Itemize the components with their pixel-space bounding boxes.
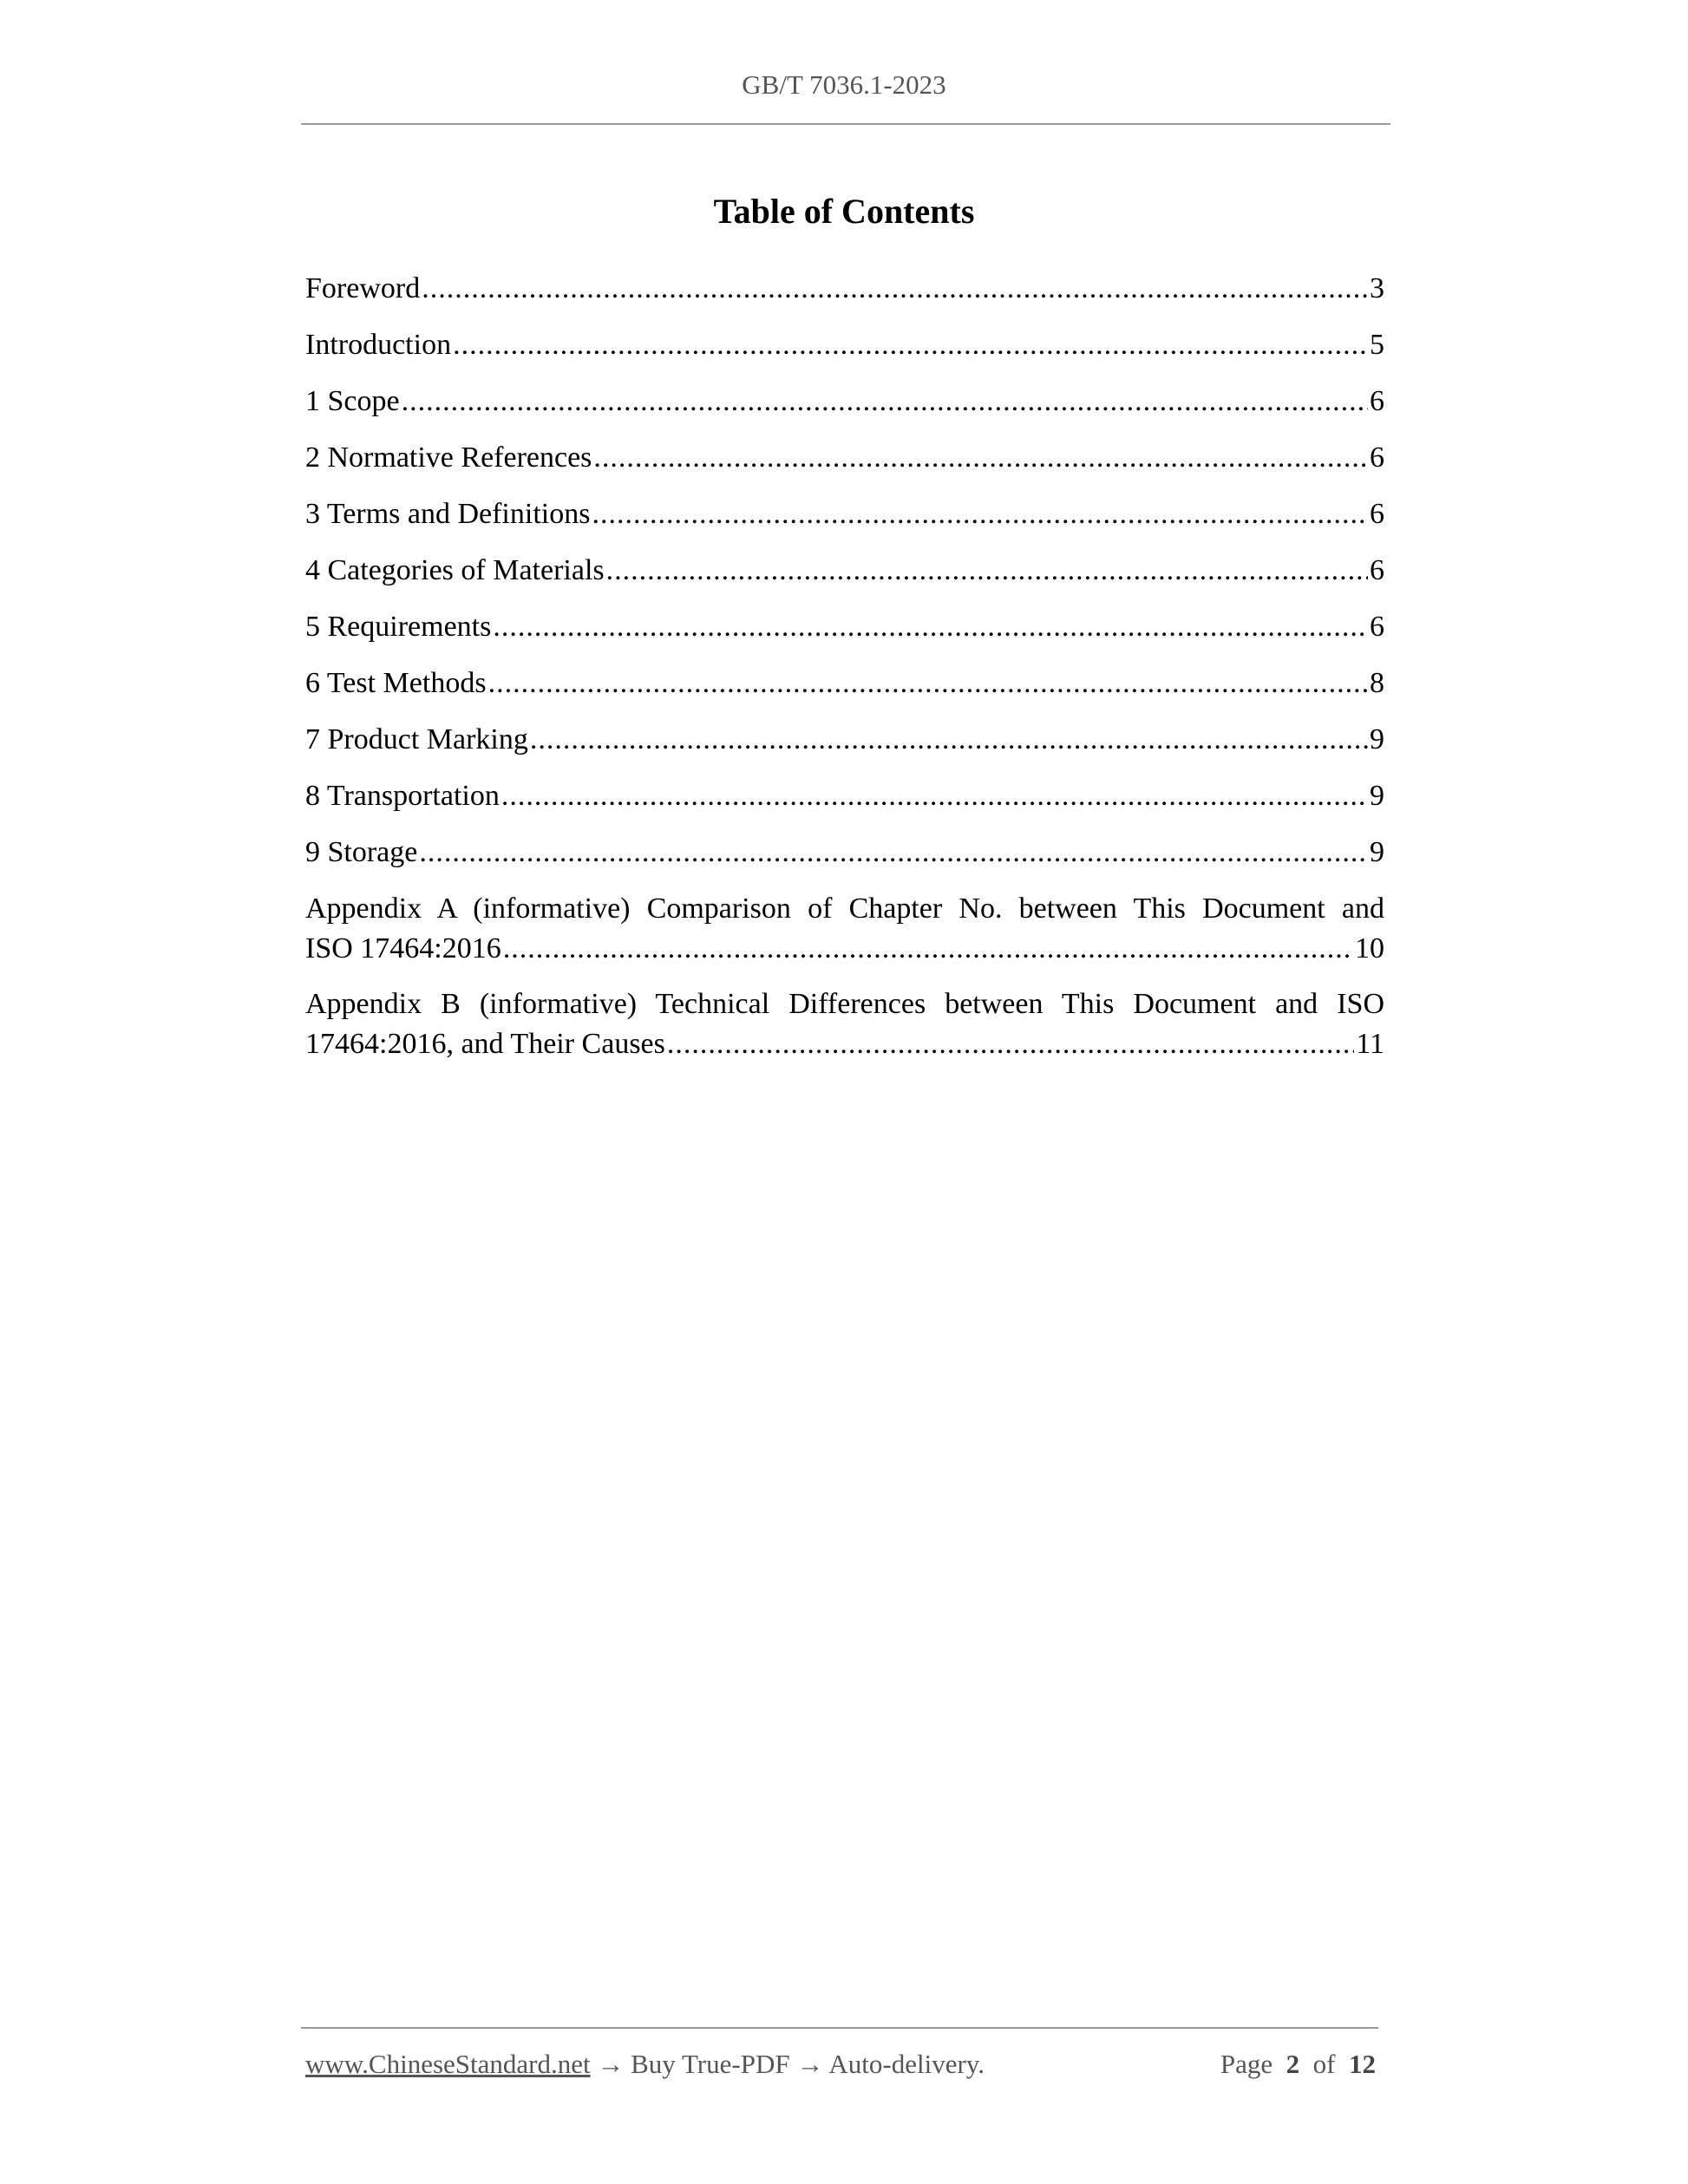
dot-leader: [501, 776, 1368, 816]
header-divider: [301, 123, 1390, 125]
page-of: of: [1312, 2049, 1336, 2079]
toc-entry-requirements[interactable]: [305, 607, 1384, 664]
footer-promo: [305, 2049, 985, 2080]
toc-label: Foreword: [305, 272, 421, 304]
toc-label: 5 Requirements: [305, 611, 492, 643]
page-title: Table of Contents: [713, 192, 975, 231]
toc-label: 1 Scope: [305, 385, 400, 417]
toc-entry-terms-definitions[interactable]: [305, 494, 1384, 551]
toc-label: Appendix A (informative) Comparison of Chapter No. between This Document and: [305, 893, 1384, 925]
toc-page: 9: [1370, 836, 1384, 868]
dot-leader: [493, 607, 1368, 647]
dot-leader: [530, 720, 1368, 760]
toc-entry-product-marking[interactable]: [305, 720, 1384, 776]
website-link[interactable]: www.ChineseStandard.net: [305, 2049, 591, 2079]
toc-label: 3 Terms and Definitions: [305, 498, 591, 530]
dot-leader: [593, 438, 1368, 478]
toc-entry-transportation[interactable]: [305, 776, 1384, 833]
toc-page: 6: [1370, 441, 1384, 474]
toc-page: 9: [1370, 723, 1384, 755]
toc-page: 6: [1370, 611, 1384, 643]
toc-entry-categories-materials[interactable]: [305, 551, 1384, 607]
toc-entry-appendix-b[interactable]: [305, 984, 1384, 1064]
toc-entry-scope[interactable]: [305, 382, 1384, 438]
toc-label: 4 Categories of Materials: [305, 554, 605, 586]
dot-leader: [453, 325, 1368, 365]
dot-leader: [592, 494, 1368, 534]
toc-label: 9 Storage: [305, 836, 418, 868]
toc-entry-introduction[interactable]: [305, 325, 1384, 382]
table-of-contents: [305, 269, 1384, 1080]
page-footer: [305, 2049, 1376, 2080]
toc-label: Introduction: [305, 329, 452, 361]
dot-leader: [488, 664, 1368, 703]
dot-leader: [419, 833, 1368, 873]
toc-page: 5: [1370, 329, 1384, 361]
toc-entry-appendix-a[interactable]: [305, 889, 1384, 969]
toc-page: 10: [1355, 932, 1384, 964]
toc-label-continued: ISO 17464:2016: [305, 932, 501, 964]
toc-page: 9: [1370, 780, 1384, 812]
page-number: [1220, 2049, 1376, 2080]
dot-leader: [667, 1024, 1354, 1064]
toc-page: 6: [1370, 554, 1384, 586]
arrow-right-icon: →: [796, 2049, 824, 2079]
footer-step-buy: Buy True-PDF: [631, 2049, 790, 2079]
toc-page: 3: [1370, 272, 1384, 304]
toc-label: Appendix B (informative) Technical Differences between This Document and ISO: [305, 988, 1384, 1020]
dot-leader: [402, 382, 1368, 422]
toc-page: 8: [1370, 667, 1384, 699]
toc-page: 11: [1356, 1028, 1384, 1060]
toc-label: 8 Transportation: [305, 780, 500, 812]
arrow-right-icon: →: [597, 2049, 625, 2079]
footer-divider: [301, 2027, 1378, 2029]
page-label: Page: [1220, 2049, 1273, 2079]
page-total: 12: [1349, 2049, 1376, 2079]
dot-leader: [503, 929, 1353, 969]
toc-page: 6: [1370, 385, 1384, 417]
toc-entry-foreword[interactable]: [305, 269, 1384, 325]
toc-label: 7 Product Marking: [305, 723, 528, 755]
dot-leader: [422, 269, 1368, 309]
page-current: 2: [1286, 2049, 1300, 2079]
toc-entry-normative-references[interactable]: [305, 438, 1384, 494]
toc-page: 6: [1370, 498, 1384, 530]
footer-step-delivery: Auto-delivery.: [828, 2049, 985, 2079]
dot-leader: [606, 551, 1368, 591]
toc-label: 2 Normative References: [305, 441, 592, 474]
toc-entry-storage[interactable]: [305, 833, 1384, 889]
toc-entry-test-methods[interactable]: [305, 664, 1384, 720]
toc-label-continued: 17464:2016, and Their Causes: [305, 1028, 665, 1060]
document-code: GB/T 7036.1-2023: [742, 69, 946, 100]
toc-label: 6 Test Methods: [305, 667, 487, 699]
